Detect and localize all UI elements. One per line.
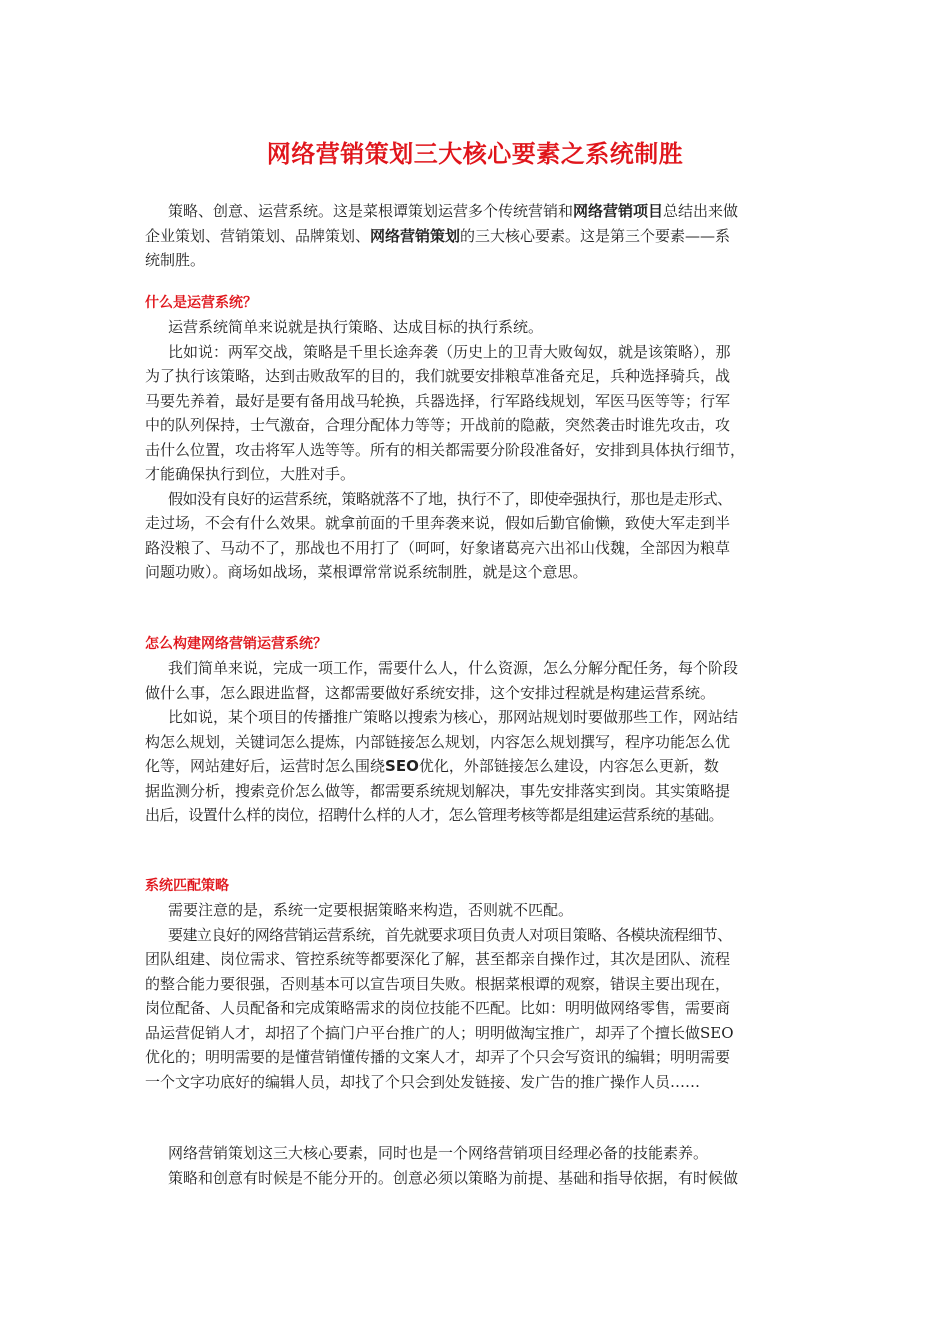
keyword-bold: 网络营销项目 (573, 202, 664, 220)
closing-paragraph (145, 1141, 815, 1190)
document-title: 网络营销策划三大核心要素之系统制胜 (266, 140, 684, 168)
paragraph-line: 比如说：两军交战，策略是千里长途奔袭（历史上的卫青大败匈奴，就是该策略），那 (168, 342, 731, 361)
section-build-operation-system (145, 632, 815, 828)
keyword-bold: SEO (385, 757, 419, 775)
section-heading: 怎么构建网络营销运营系统？ (145, 636, 327, 652)
text-run: 总结出来做 (663, 202, 739, 220)
section-system-match-strategy (145, 874, 815, 1094)
paragraph-line: 才能确保执行到位，大胜对手。 (145, 465, 356, 483)
paragraph-line: 比如说，某个项目的传播推广策略以搜索为核心，那网站规划时要做那些工作，网站结 (168, 708, 739, 726)
text-run: 企业策划、营销策划、品牌策划、 (145, 226, 371, 245)
intro-line: 统制胜。 (145, 251, 206, 269)
text-run: 优化，外部链接怎么建设，内容怎么更新，数 (418, 757, 719, 775)
paragraph-line: 路没粮了、马动不了，那战也不用打了（呵呵，好象诸葛亮六出祁山伐魏，全部因为粮草 (145, 538, 731, 557)
text-run: 的三大核心要素。这是第三个要素——系 (460, 226, 731, 245)
paragraph-line: 策略和创意有时候是不能分开的。创意必须以策略为前提、基础和指导依据，有时候做 (168, 1168, 739, 1187)
paragraph-line: 岗位配备、人员配备和完成策略需求的岗位技能不匹配。比如：明明做网络零售，需要商 (145, 999, 731, 1017)
paragraph-line: 中的队列保持，士气激奋，合理分配体力等等；开战前的隐蔽，突然袭击时谁先攻击，攻 (145, 416, 731, 434)
paragraph-line: 需要注意的是，系统一定要根据策略来构造，否则就不匹配。 (168, 901, 574, 919)
keyword-bold: 网络营销策划 (370, 226, 461, 245)
paragraph-line: 为了执行该策略，达到击败敌军的目的，我们就要安排粮草准备充足，兵种选择骑兵，战 (145, 367, 731, 385)
paragraph-line: 构怎么规划，关键词怎么提炼，内部链接怎么规划，内容怎么规划撰写，程序功能怎么优 (145, 732, 731, 751)
paragraph-line (145, 754, 815, 779)
paragraph-line: 我们简单来说，完成一项工作，需要什么人，什么资源，怎么分解分配任务，每个阶段 (168, 659, 739, 677)
paragraph-line: 做什么事，怎么跟进监督，这都需要做好系统安排，这个安排过程就是构建运营系统。 (145, 683, 716, 702)
paragraph-line: 网络营销策划这三大核心要素，同时也是一个网络营销项目经理必备的技能素养。 (168, 1144, 709, 1162)
paragraph-line: 要建立良好的网络营销运营系统，首先就要求项目负责人对项目策略、各模块流程细节、 (168, 925, 732, 944)
section-heading: 什么是运营系统？ (145, 295, 257, 311)
paragraph-line: 运营系统简单来说就是执行策略、达成目标的执行系统。 (168, 318, 544, 336)
paragraph-line: 的整合能力要很强，否则基本可以宣告项目失败。根据菜根谭的观察，错误主要出现在， (145, 974, 731, 993)
intro-line (145, 199, 815, 224)
intro-line (145, 224, 815, 249)
paragraph-line: 优化的；明明需要的是懂营销懂传播的文案人才，却弄了个只会写资讯的编辑；明明需要 (145, 1048, 731, 1066)
paragraph-line: 假如没有良好的运营系统，策略就落不了地，执行不了，即使牵强执行，那也是走形式、 (168, 489, 732, 508)
paragraph-line: 走过场，不会有什么效果。就拿前面的千里奔袭来说，假如后勤官偷懒，致使大军走到半 (145, 514, 731, 532)
paragraph-line: 一个文字功底好的编辑人员，却找了个只会到处发链接、发广告的推广操作人员…… (145, 1072, 701, 1091)
paragraph-line: 马要先养着，最好是要有备用战马轮换，兵器选择，行军路线规划，军医马医等等；行军 (145, 391, 731, 410)
paragraph-line: 出后，设置什么样的岗位，招聘什么样的人才，怎么管理考核等都是组建运营系统的基础。 (145, 806, 724, 824)
paragraph-line: 品运营促销人才，却招了个搞门户平台推广的人；明明做淘宝推广，却弄了个擅长做SEO (145, 1023, 734, 1042)
text-run: 策略、创意、运营系统。这是菜根谭策划运营多个传统营销和 (168, 202, 574, 220)
intro-paragraph (145, 199, 815, 273)
paragraph-line: 击什么位置，攻击将军人选等等。所有的相关都需要分阶段准备好，安排到具体执行细节， (145, 440, 746, 459)
paragraph-line: 据监测分析，搜索竞价怎么做等，都需要系统规划解决，事先安排落实到岗。其实策略提 (145, 781, 731, 800)
paragraph-line: 问题功败）。商场如战场，菜根谭常常说系统制胜，就是这个意思。 (145, 563, 588, 581)
paragraph-line: 团队组建、岗位需求、管控系统等都要深化了解，甚至都亲自操作过，其次是团队、流程 (145, 950, 731, 968)
section-heading: 系统匹配策略 (145, 878, 229, 894)
section-what-is-operation-system (145, 291, 815, 585)
text-run: 化等，网站建好后，运营时怎么围绕 (145, 757, 386, 775)
